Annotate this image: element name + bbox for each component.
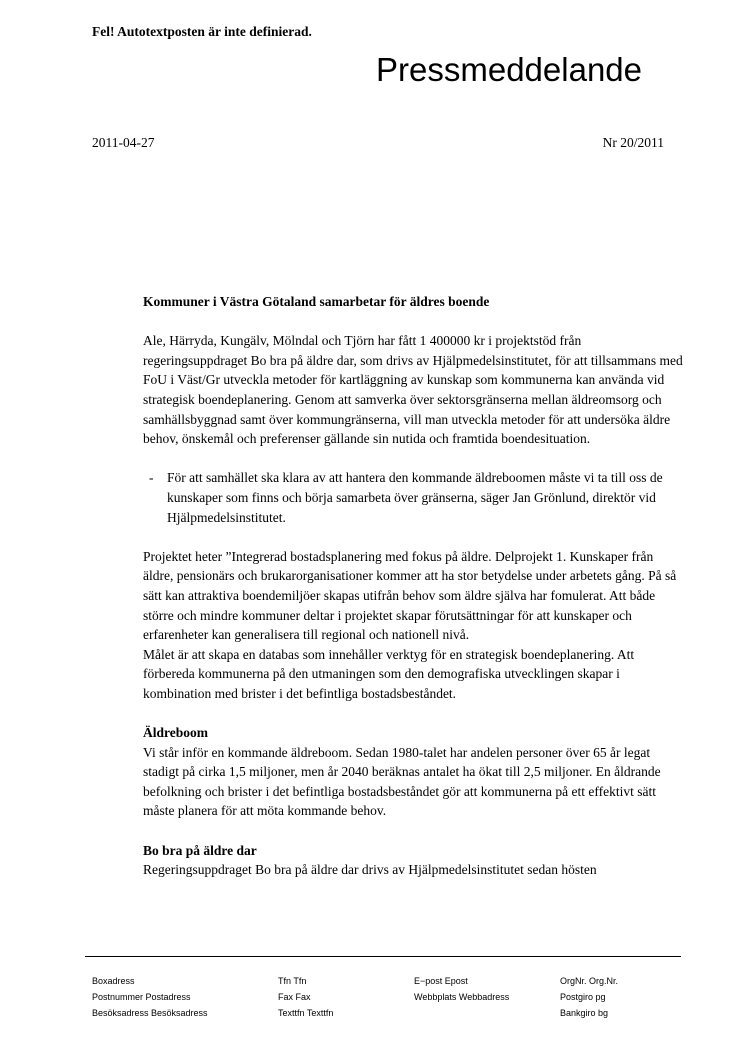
section-text-aldreboom: Vi står inför en kommande äldreboom. Sedan 1980-talet har andelen personer över 65 år legat stadigt på cirka 1,5 miljoner, men år 2040 beräknas antalet ha ökat till 2,5 miljoner. En åldrande befolkning och brister i det befintliga bostadsbeståndet gör att kommunerna på ett effektivt sätt måste planera för att möta kommande behov. [143,744,661,819]
section-heading-bo-bra: Bo bra på äldre dar [143,842,257,858]
quote-text: För att samhället ska klara av att hantera den kommande äldreboomen måste vi ta till oss de kunskaper som finns och börja samarbeta över gränserna, säger Jan Grönlund, direktör vid Hjälpmedelsinstitutet. [167,470,663,525]
footer-address-column [92,973,208,1021]
footer-orgnr: OrgNr. Org.Nr. [560,976,619,986]
footer-postal-address: Postnummer Postadress [92,992,191,1002]
autotext-error-notice: Fel! Autotextposten är inte definierad. [92,24,312,39]
footer-phone: Tfn Tfn [278,976,307,986]
project-paragraph: Projektet heter ”Integrerad bostadsplanering med fokus på äldre. Delprojekt 1. Kunskaper från äldre, pensionärs och brukarorganisationer kommer att ha stor betydelse under arbetets gång. På så sätt kan attraktiva boendemiljöer skapas utifrån behov som äldre själva har fomulerat. Att både större och mindre kommuner deltar i projektet skapar förutsättningar för att kunskaper och erfarenheter kan generalisera till regional och nationell nivå. [143,548,677,643]
dash-bullet: - [149,470,154,486]
section-heading-aldreboom: Äldreboom [143,725,209,741]
footer-bankgiro: Bankgiro bg [560,1008,609,1018]
document-type-title: Pressmeddelande [376,51,642,88]
footer-phone-column [278,973,333,1021]
footer-org-column [560,973,618,1021]
footer-fax: Fax Fax [278,992,311,1002]
intro-paragraph: Ale, Härryda, Kungälv, Mölndal och Tjörn har fått 1 400000 kr i projektstöd från regeringsuppdraget Bo bra på äldre dar, som drivs av Hjälpmedelsinstitutet, för att tillsammans med FoU i Väst/Gr utveckla metoder för kartläggning av kunskap som kommunerna kan använda vid strategisk boendeplanering. Genom att samverka över sektorsgränserna mellan äldreomsorg och samhällsbyggnad samt över kommungränserna, vill man utveckla metoder för att undersöka äldre behov, önskemål och preferenser gällande sin nutida och framtida boendesituation. [143,333,683,447]
footer-web-column [414,973,509,1005]
footer-postgiro: Postgiro pg [560,992,606,1002]
section-text-bo-bra: Regeringsuppdraget Bo bra på äldre dar drivs av Hjälpmedelsinstitutet sedan hösten [143,862,597,878]
article-body [143,292,683,880]
document-number: Nr 20/2011 [602,135,664,150]
footer-visiting-address: Besöksadress Besöksadress [92,1008,208,1018]
quote-item [143,468,683,527]
goal-paragraph: Målet är att skapa en databas som innehåller verktyg för en strategisk boendeplanering. Att förbereda kommunerna på den utmaningen som den demografiska utvecklingen skapar i kombination med brister i det befintliga bostadsbeståndet. [143,646,635,701]
footer-email: E−post Epost [414,976,468,986]
document-date: 2011-04-27 [92,135,155,150]
footer-divider [85,956,681,957]
footer-texttfn: Texttfn Texttfn [278,1008,334,1018]
article-title: Kommuner i Västra Götaland samarbetar för äldres boende [143,294,490,309]
footer-website: Webbplats Webbadress [414,992,510,1002]
footer-box-address: Boxadress [92,976,135,986]
